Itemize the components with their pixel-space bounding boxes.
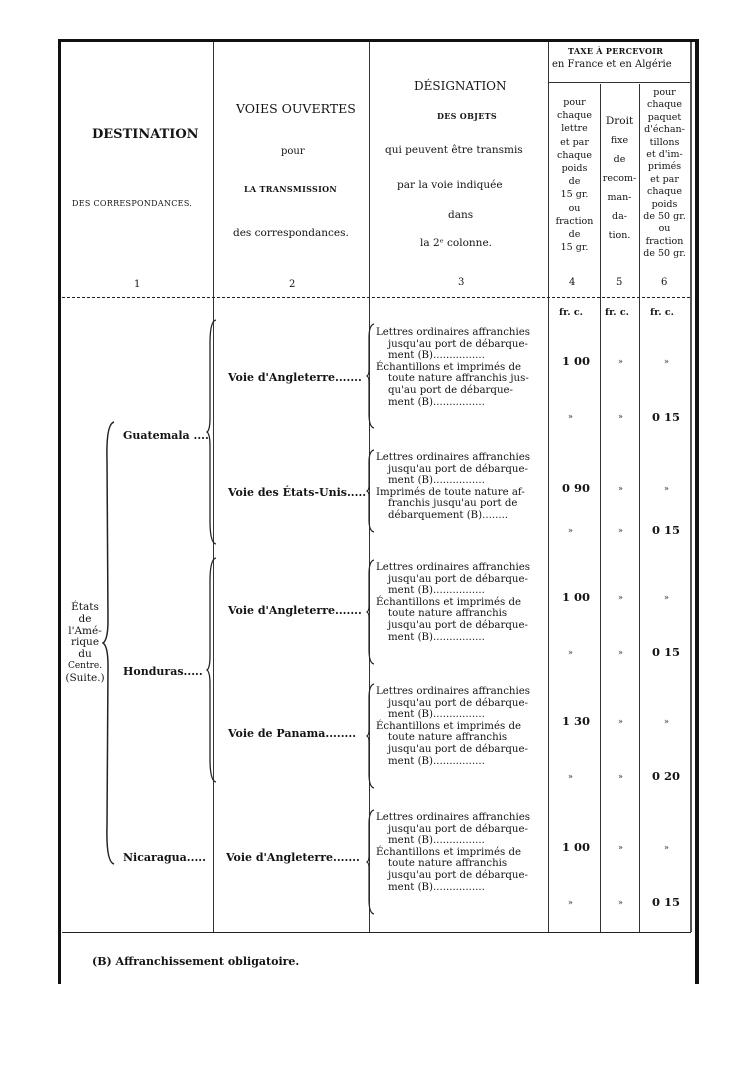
col6-header-line: primés: [647, 161, 682, 173]
voie-guatemala-etats-unis: Voie des États-Unis.....: [228, 486, 367, 499]
region-line: États: [71, 601, 99, 613]
honduras-brace: [206, 556, 218, 784]
description-line: jusqu'au port de débarque-: [388, 338, 528, 350]
col4-header: [549, 96, 600, 254]
col5-header-line: man-: [607, 192, 632, 203]
footer-separator: [62, 932, 691, 933]
description-line: Lettres ordinaires affranchies: [376, 812, 530, 823]
col4-header-line: ou: [568, 202, 581, 214]
region-line: du: [78, 648, 92, 661]
col1-subtitle: DES CORRESPONDANCES.: [72, 199, 193, 208]
col6-value: 0 15: [652, 410, 681, 424]
col2-middle: LA TRANSMISSION: [244, 184, 338, 194]
col5-value: »: [618, 593, 623, 602]
frame-right-rule: [695, 39, 699, 984]
description-line: ment (B)................: [388, 475, 485, 487]
description-line: Lettres ordinaires affranchies: [376, 686, 530, 697]
col4-header-line: fraction: [555, 215, 594, 227]
route-brace: [366, 448, 376, 534]
col2-pour: pour: [281, 146, 305, 157]
col5-value: »: [618, 526, 623, 535]
col5-value: »: [618, 648, 623, 657]
region-line: de: [78, 612, 92, 625]
col5-header-line: tion.: [608, 230, 631, 241]
region-line: (Suite.): [65, 671, 105, 684]
col4-header-line: chaque: [557, 110, 592, 122]
col4-header-line: poids: [561, 163, 588, 175]
voie-guatemala-angleterre: Voie d'Angleterre.......: [228, 371, 362, 384]
col4-header-line: 15 gr.: [560, 189, 589, 201]
col4-header-line: lettre: [561, 123, 588, 135]
route-brace: [366, 322, 376, 430]
col6-value: 0 20: [652, 769, 681, 783]
col5-header-line: de: [613, 154, 626, 165]
frame-inner-right-rule: [690, 42, 692, 932]
description-line: jusqu'au port de débarque-: [388, 697, 528, 709]
item-description: [376, 686, 530, 767]
col-number-2: 2: [289, 279, 296, 290]
unit-col5: fr. c.: [605, 307, 629, 318]
country-honduras: Honduras.....: [123, 665, 203, 678]
col-number-4: 4: [569, 277, 576, 288]
col6-header-line: fraction: [645, 235, 684, 247]
col4-value: 1 00: [562, 590, 591, 604]
description-line: toute nature affranchis: [388, 732, 508, 744]
col4-header-line: chaque: [557, 149, 592, 161]
region-line: l'Amé-: [68, 624, 102, 637]
description-line: débarquement (B)........: [388, 509, 509, 521]
col5-value: »: [618, 772, 623, 781]
description-line: ment (B)................: [388, 631, 485, 643]
col5-value: »: [618, 357, 623, 366]
col6-header-line: chaque: [647, 99, 682, 111]
col3-title: DÉSIGNATION: [414, 79, 507, 93]
col4-value: 1 00: [562, 840, 591, 854]
col4-header-line: pour: [563, 97, 586, 108]
description-line: Lettres ordinaires affranchies: [376, 562, 530, 573]
col6-value: »: [664, 593, 669, 602]
description-line: jusqu'au port de débarque-: [388, 619, 528, 631]
col3-line4: la 2ᵉ colonne.: [420, 237, 492, 249]
col4-value: »: [568, 526, 573, 535]
col5-value: »: [618, 843, 623, 852]
col5-header-line: recom-: [602, 173, 637, 184]
col6-header-line: poids: [651, 198, 678, 210]
col6-header: [639, 87, 690, 261]
description-line: ment (B)................: [388, 755, 485, 767]
frame-left-rule: [58, 39, 61, 984]
header-separator: [62, 297, 690, 298]
description-line: ment (B)................: [388, 881, 485, 893]
col6-header-line: paquet: [647, 111, 682, 123]
taxe-title: TAXE À PERCEVOIR: [568, 46, 664, 56]
description-line: jusqu'au port de débarque-: [388, 463, 528, 475]
description-line: Échantillons et imprimés de: [376, 846, 522, 858]
col4-header-line: 15 gr.: [560, 242, 589, 254]
col4-header-line: et par: [560, 136, 589, 148]
description-line: ment (B)................: [388, 350, 485, 362]
col-number-5: 5: [616, 277, 623, 288]
region-line: Centre.: [67, 660, 103, 671]
description-line: Lettres ordinaires affranchies: [376, 327, 530, 338]
route-brace: [366, 558, 376, 666]
col4-header-line: de: [568, 176, 581, 188]
col3-line1: qui peuvent être transmis: [385, 144, 523, 156]
description-line: jusqu'au port de débarque-: [388, 743, 528, 755]
col6-value: 0 15: [652, 645, 681, 659]
col6-header-line: pour: [653, 87, 676, 98]
description-line: ment (B)................: [388, 585, 485, 597]
col6-header-line: chaque: [647, 186, 682, 198]
description-line: Échantillons et imprimés de: [376, 361, 522, 373]
col6-header-line: et d'im-: [646, 149, 683, 161]
footnote: (B) Affranchissement obligatoire.: [92, 955, 300, 968]
description-line: jusqu'au port de débarque-: [388, 869, 528, 881]
taxe-underline: [549, 82, 690, 83]
description-line: franchis jusqu'au port de: [388, 498, 518, 510]
col5-header-line: da-: [612, 211, 627, 222]
col5-header-line: Droit: [605, 115, 634, 127]
voie-honduras-panama: Voie de Panama........: [228, 727, 357, 740]
col4-header-line: de: [568, 229, 581, 241]
col5-value: »: [618, 717, 623, 726]
col5-value: »: [618, 412, 623, 421]
col-number-1: 1: [134, 279, 141, 290]
col-number-6: 6: [661, 277, 668, 288]
col6-header-line: d'échan-: [644, 124, 685, 136]
col6-value: 0 15: [652, 523, 681, 537]
description-line: jusqu'au port de débarque-: [388, 573, 528, 585]
route-brace: [366, 682, 376, 790]
col4-value: 1 30: [562, 714, 591, 728]
description-line: ment (B)................: [388, 835, 485, 847]
unit-col4: fr. c.: [559, 307, 583, 318]
item-description: [376, 327, 530, 408]
country-nicaragua: Nicaragua.....: [123, 851, 206, 864]
col6-value: »: [664, 717, 669, 726]
description-line: jusqu'au port de débarque-: [388, 823, 528, 835]
description-line: ment (B)................: [388, 709, 485, 721]
voie-honduras-angleterre: Voie d'Angleterre.......: [228, 604, 362, 617]
col3-line3: dans: [448, 209, 474, 221]
col4-value: »: [568, 412, 573, 421]
route-brace: [366, 808, 376, 916]
col2-bottom: des correspondances.: [233, 227, 349, 239]
guatemala-brace: [206, 318, 218, 546]
col5-header: [600, 112, 639, 245]
description-line: Échantillons et imprimés de: [376, 596, 522, 608]
region-line: rique: [70, 636, 100, 649]
item-description: [376, 812, 530, 893]
description-line: toute nature affranchis: [388, 608, 508, 620]
item-description: [376, 452, 530, 522]
col6-header-line: ou: [658, 223, 671, 235]
country-guatemala: Guatemala ....: [123, 429, 209, 442]
col6-value: »: [664, 843, 669, 852]
col5-value: »: [618, 484, 623, 493]
col4-value: »: [568, 648, 573, 657]
col5-header-line: fixe: [610, 135, 629, 146]
col4-value: 1 00: [562, 354, 591, 368]
col-number-3: 3: [458, 277, 465, 288]
col3-subtitle: DES OBJETS: [437, 111, 497, 121]
col2-title: VOIES OUVERTES: [236, 101, 356, 116]
col5-value: »: [618, 898, 623, 907]
taxe-subtitle: en France et en Algérie: [552, 59, 672, 70]
description-line: qu'au port de débarque-: [388, 384, 513, 396]
description-line: ment (B)................: [388, 396, 485, 408]
col6-value: »: [664, 357, 669, 366]
description-line: Imprimés de toute nature af-: [376, 486, 525, 498]
description-line: toute nature affranchis: [388, 858, 508, 870]
col6-header-line: de 50 gr.: [643, 248, 686, 260]
unit-col6: fr. c.: [650, 307, 674, 318]
description-line: Lettres ordinaires affranchies: [376, 452, 530, 463]
col6-value: »: [664, 484, 669, 493]
col6-header-line: tillons: [649, 136, 680, 148]
voie-nicaragua-angleterre: Voie d'Angleterre.......: [226, 851, 360, 864]
col4-value: 0 90: [562, 481, 591, 495]
frame-top-rule: [58, 39, 698, 42]
description-line: Échantillons et imprimés de: [376, 720, 522, 732]
description-line: toute nature affranchis jus-: [388, 373, 529, 385]
col1-title: DESTINATION: [92, 127, 199, 142]
col4-value: »: [568, 772, 573, 781]
col6-value: 0 15: [652, 895, 681, 909]
col3-line2: par la voie indiquée: [397, 179, 503, 191]
region-brace: [102, 420, 116, 866]
item-description: [376, 562, 530, 643]
col6-header-line: et par: [650, 173, 679, 185]
col6-header-line: de 50 gr.: [643, 211, 686, 223]
col4-value: »: [568, 898, 573, 907]
